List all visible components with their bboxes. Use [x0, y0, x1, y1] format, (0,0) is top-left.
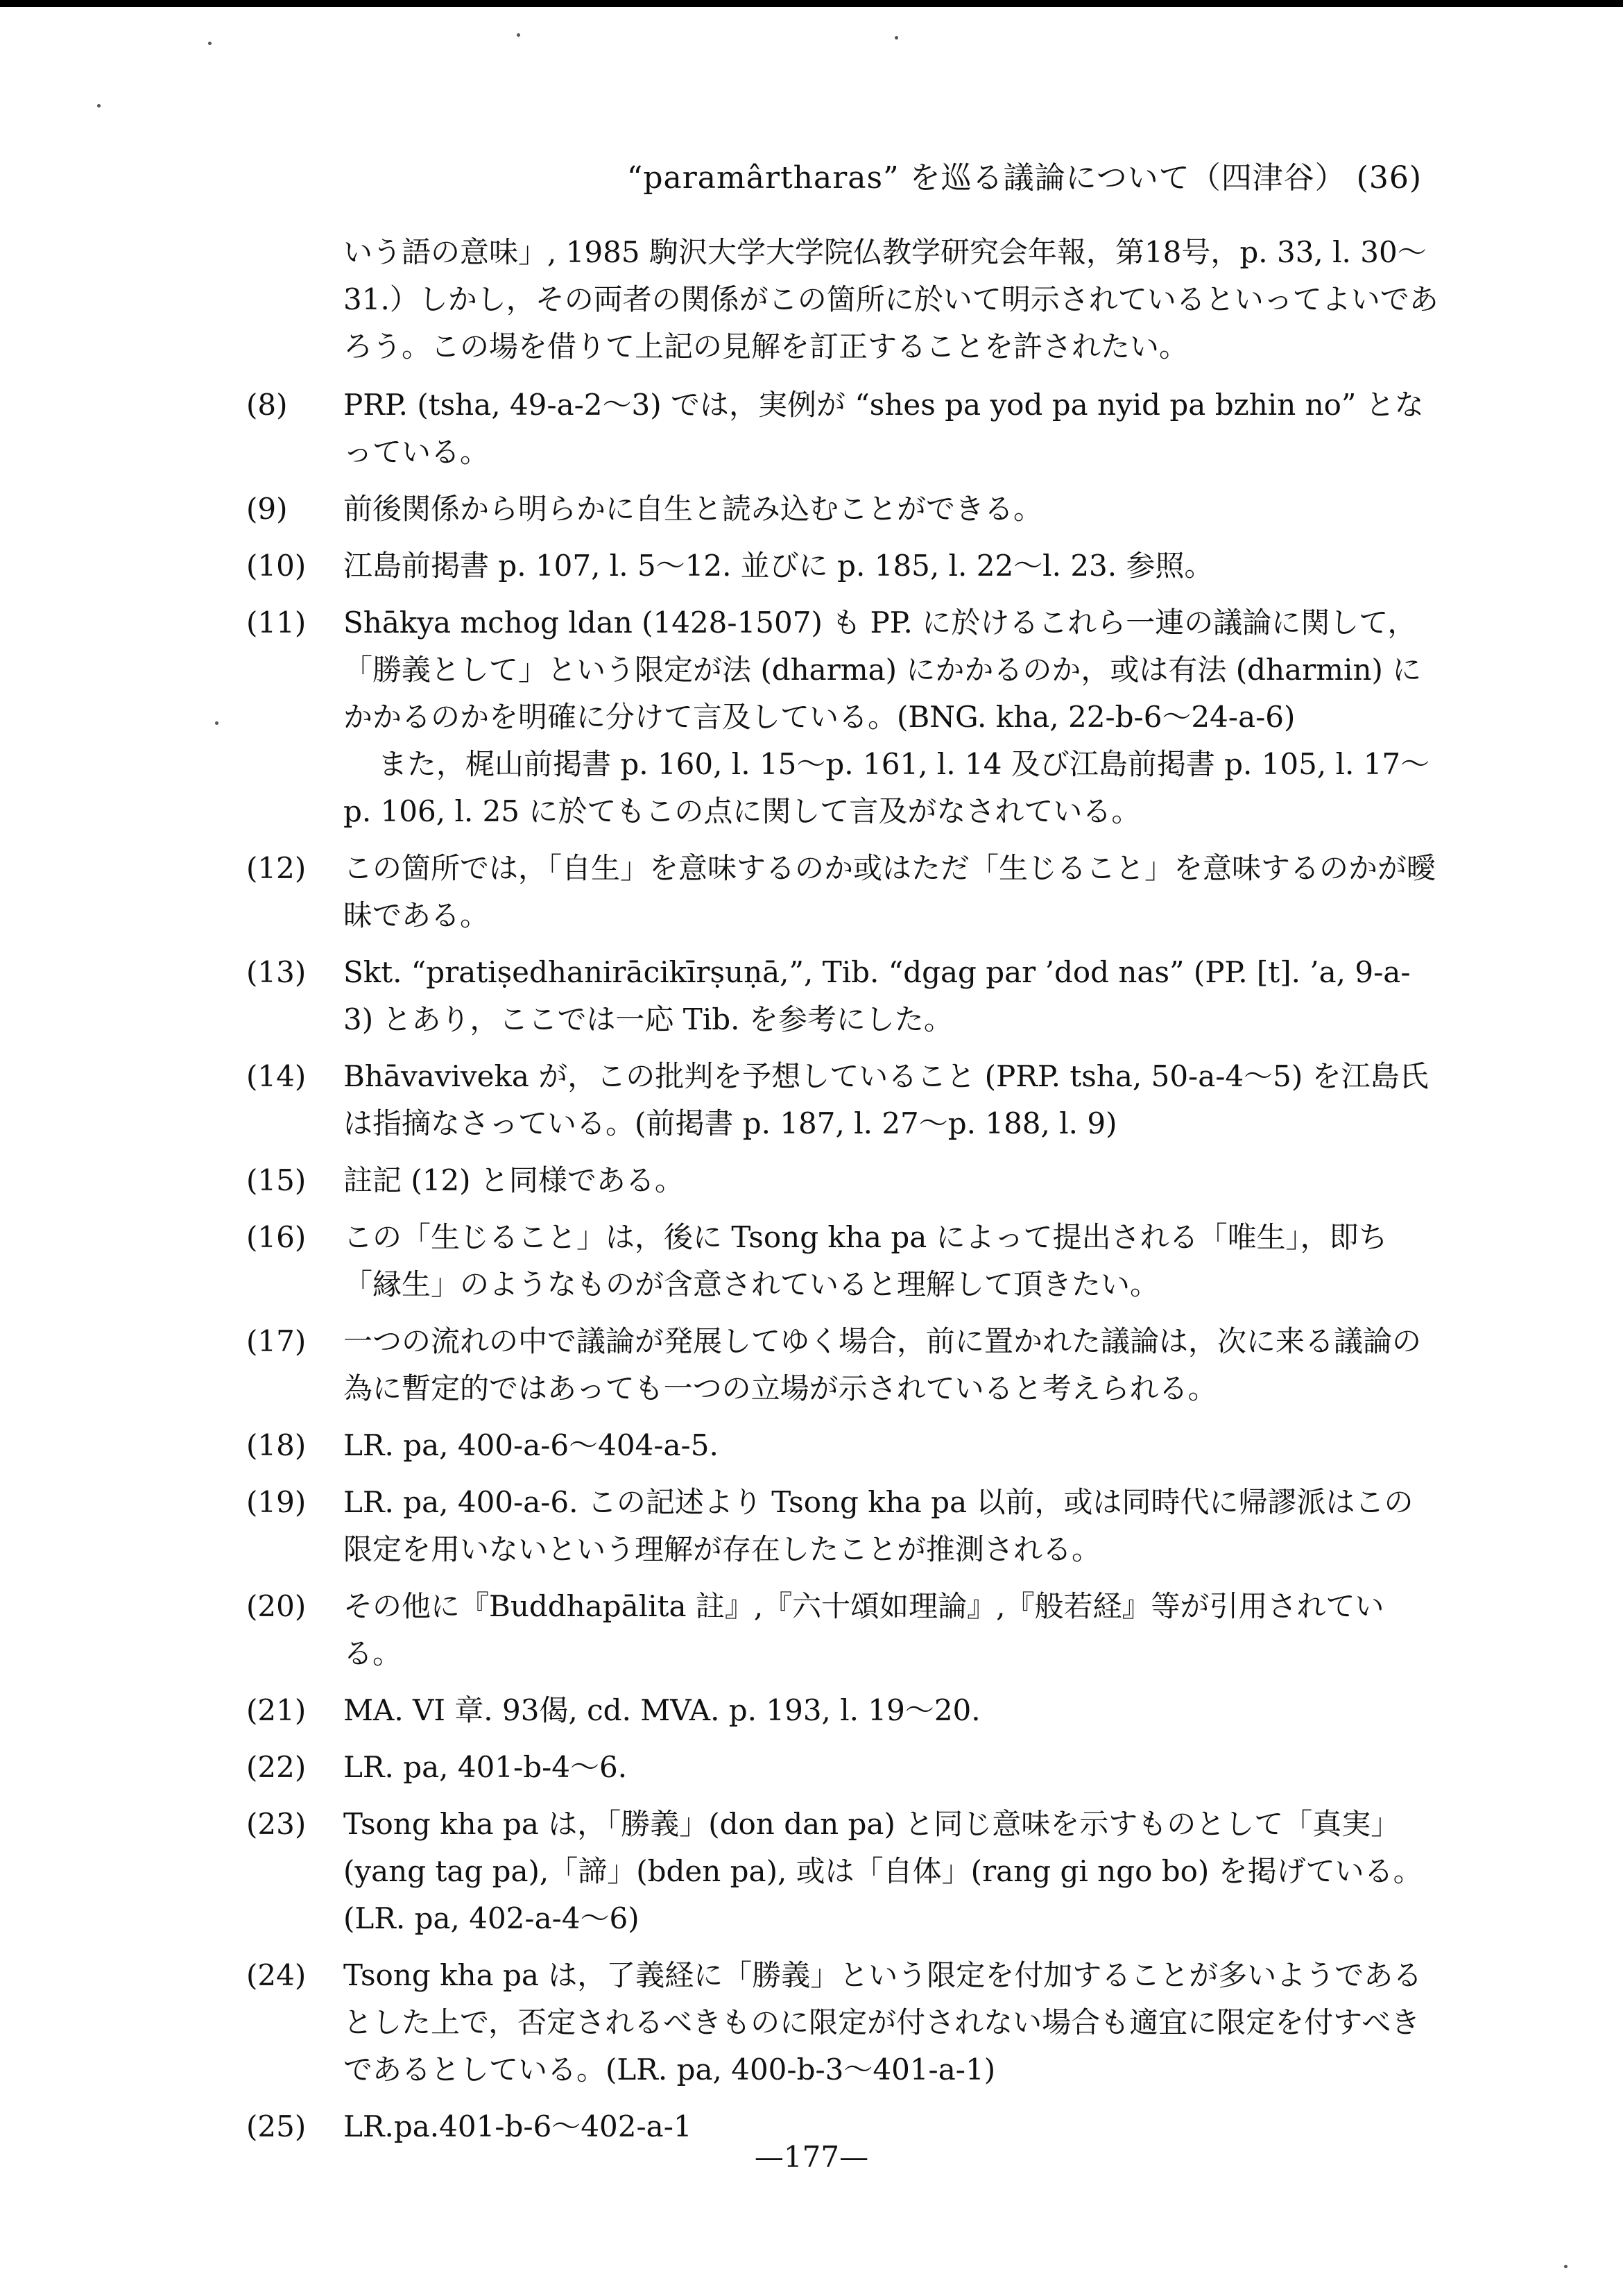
note-text: LR. pa, 400-a-6～404-a-5.: [343, 1428, 719, 1462]
note-number: ( 25 ): [246, 2103, 306, 2150]
note-text: この「生じること」は，後に Tsong kha pa によって提出される「唯生」，即ち「縁生」のようなものが含意されていると理解して頂きたい。: [343, 1220, 1388, 1301]
note-extra-text: また，梶山前掲書 p. 160, l. 15～p. 161, l. 14 及び江島前掲書 p. 105, l. 17～p. 106, l. 25 に於てもこの点に関して言及がなされている。: [343, 747, 1430, 828]
note-17: [246, 1318, 1439, 1412]
note-text: Shākya mchog ldan (1428-1507) も PP. に於けるこれら一連の議論に関して，「勝義として」という限定が法 (dharma) にかかるのか，或は有法 (dharmin) にかかるのかを明確に分けて言及している。(BNG. kha, 22-b-6～24-a-6): [343, 606, 1422, 734]
note-number: ( 15 ): [246, 1157, 306, 1204]
note-24: [246, 1952, 1439, 2093]
note-text: 註記 (12) と同様である。: [343, 1163, 684, 1197]
note-22: [246, 1744, 1439, 1791]
note-number: ( 13 ): [246, 949, 306, 996]
note-number: ( 23 ): [246, 1801, 306, 1848]
note-text: Tsong kha pa は，「勝義」(don dan pa) と同じ意味を示すものとして「真実」(yang tag pa),「諦」(bden pa), 或は「自体」(rang gi ngo bo) を掲げている。(LR. pa, 402-a-4～6): [343, 1807, 1423, 1935]
note-text: Skt. “pratiṣedhanirācikīrṣuṇā,”, Tib. “dgag par ’dod nas” (PP. [t]. ’a, 9-a-3) とあり，ここでは一応 Tib. を参考にした。: [343, 955, 1411, 1036]
note-text: Bhāvaviveka が，この批判を予想していること (PRP. tsha, 50-a-4～5) を江島氏は指摘なさっている。(前掲書 p. 187, l. 27～p. 188, l. 9): [343, 1059, 1429, 1140]
note-15: [246, 1157, 1439, 1204]
note-number: ( 18 ): [246, 1422, 306, 1469]
note-number: ( 20 ): [246, 1583, 306, 1630]
note-13: [246, 949, 1439, 1043]
note-number: ( 24 ): [246, 1952, 306, 1999]
note-number: ( 21 ): [246, 1687, 306, 1734]
note-text: MA. VI 章. 93偈, cd. MVA. p. 193, l. 19～20.: [343, 1693, 981, 1727]
note-number: ( 10 ): [246, 542, 306, 590]
note-text: 江島前掲書 p. 107, l. 5～12. 並びに p. 185, l. 22～l. 23. 参照。: [343, 549, 1214, 583]
note-text: PRP. (tsha, 49-a-2～3) では，実例が “shes pa yod pa nyid pa bzhin no” となっている。: [343, 388, 1424, 469]
note-number: ( 16 ): [246, 1214, 306, 1261]
scan-speck: [895, 36, 898, 40]
scan-speck: [1564, 2265, 1568, 2268]
note-text: この箇所では，「自生」を意味するのか或はただ「生じること」を意味するのかが曖昧である。: [343, 851, 1436, 932]
note-16: [246, 1214, 1439, 1308]
notes-list: [246, 229, 1439, 2160]
scan-speck: [517, 33, 520, 37]
top-border-line: [0, 0, 1623, 7]
note-text: LR. pa, 400-a-6. この記述より Tsong kha pa 以前，或は同時代に帰謬派はこの限定を用いないという理解が存在したことが推測される。: [343, 1485, 1414, 1566]
note-number: ( 12 ): [246, 845, 306, 892]
note-number: ( 11 ): [246, 599, 306, 646]
note-8: [246, 382, 1439, 476]
scan-speck: [208, 42, 212, 45]
continued-note-text: いう語の意味」, 1985 駒沢大学大学院仏教学研究会年報，第18号，p. 33, l. 30～31.）しかし，その両者の関係がこの箇所に於いて明示されているといってよいであろう。この場を借りて上記の見解を訂正することを許されたい。: [343, 235, 1439, 363]
note-number: ( 14 ): [246, 1053, 306, 1100]
note-number: ( 17 ): [246, 1318, 306, 1365]
note-number: ( 22 ): [246, 1744, 306, 1791]
scan-speck: [97, 104, 101, 108]
note-18: [246, 1422, 1439, 1469]
note-12: [246, 845, 1439, 939]
note-text: その他に『Buddhapālita 註』,『六十頌如理論』,『般若経』等が引用されている。: [343, 1589, 1384, 1670]
note-20: [246, 1583, 1439, 1677]
scan-speck: [215, 721, 218, 725]
note-text: 一つの流れの中で議論が発展してゆく場合，前に置かれた議論は，次に来る議論の為に暫定的ではあっても一つの立場が示されていると考えられる。: [343, 1324, 1422, 1405]
note-number: ( 19 ): [246, 1479, 306, 1526]
note-19: [246, 1479, 1439, 1573]
note-number: ( 9 ): [246, 486, 288, 533]
page-number: —177—: [754, 2140, 869, 2174]
note-text: Tsong kha pa は，了義経に「勝義」という限定を付加することが多いようであるとした上で，否定されるべきものに限定が付されない場合も適宜に限定を付すべきであるとしている。(LR. pa, 400-b-3～401-a-1): [343, 1958, 1423, 2087]
note-14: [246, 1053, 1439, 1147]
note-text: 前後関係から明らかに自生と読み込むことができる。: [343, 492, 1043, 526]
note-21: [246, 1687, 1439, 1734]
note-text: LR.pa.401-b-6～402-a-1: [343, 2109, 692, 2143]
note-9: [246, 486, 1439, 533]
running-header: “paramârtharas” を巡る議論について（四津谷） (36): [626, 160, 1422, 196]
note-number: ( 8 ): [246, 382, 288, 429]
note-23: [246, 1801, 1439, 1942]
note-10: [246, 542, 1439, 590]
note-11: [246, 599, 1439, 835]
note-text: LR. pa, 401-b-4～6.: [343, 1750, 628, 1784]
